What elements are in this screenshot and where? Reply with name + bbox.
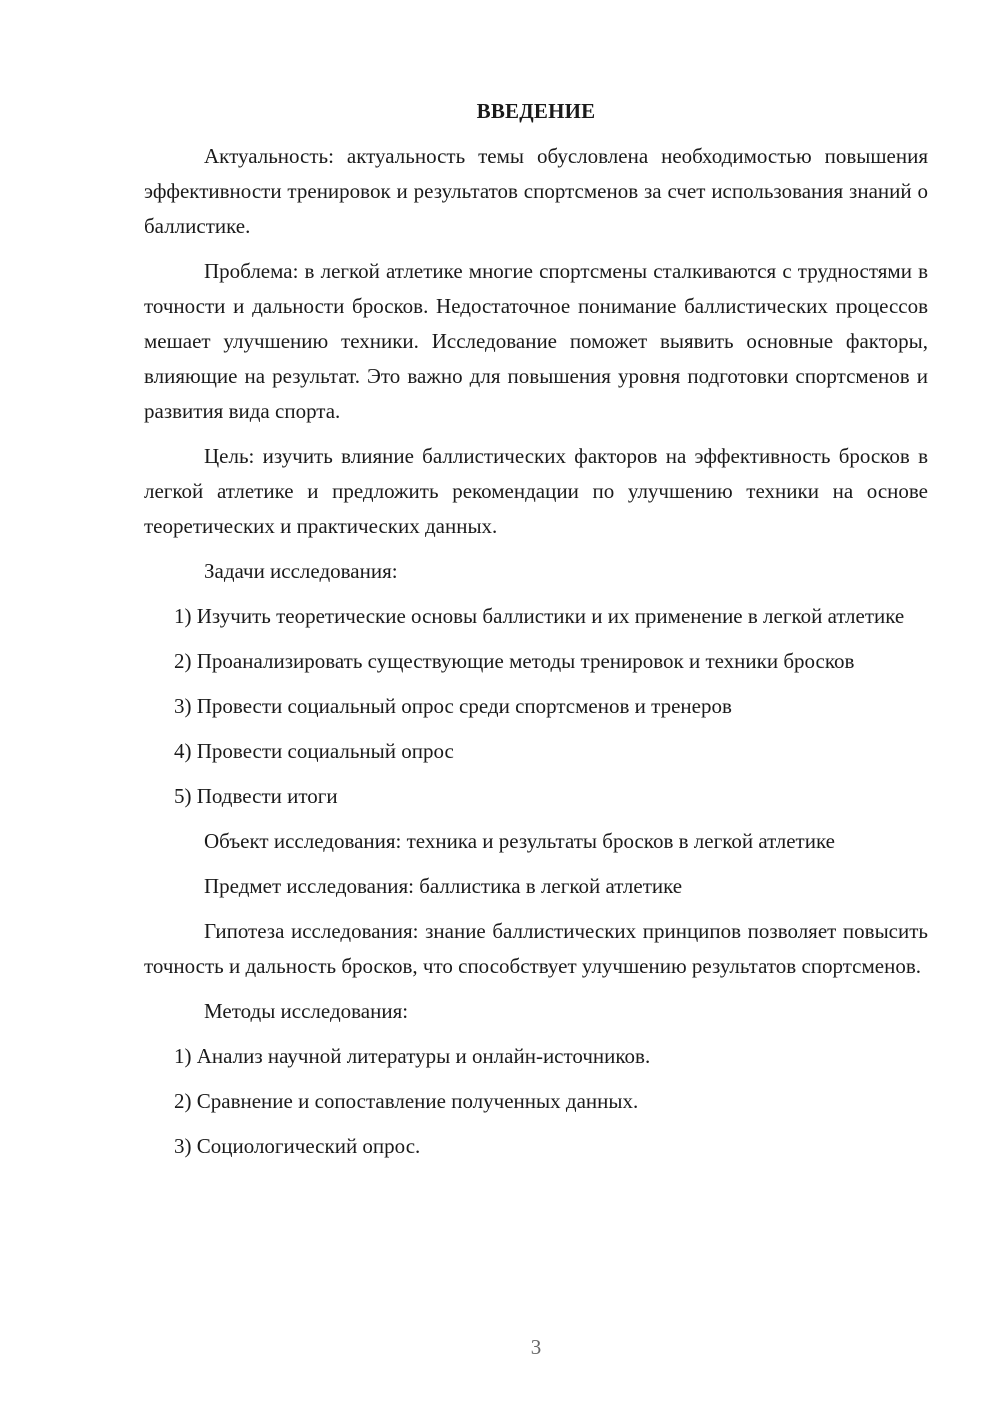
paragraph-subject: Предмет исследования: баллистика в легкой атлетике — [204, 874, 683, 898]
tasks-heading: Задачи исследования: — [204, 559, 398, 583]
task-item-4: 4) Провести социальный опрос — [174, 739, 454, 763]
document-page — [144, 94, 928, 1174]
paragraph-goal: Цель: изучить влияние баллистических факторов на эффективность бросков в легкой атлетике и предложить рекомендации по улучшению техники на основе теоретических и практических данных. — [144, 444, 928, 538]
method-item-3: 3) Социологический опрос. — [174, 1134, 421, 1158]
page-number: 3 — [530, 1335, 542, 1359]
task-item-3: 3) Провести социальный опрос среди спортсменов и тренеров — [174, 694, 732, 718]
paragraph-hypothesis: Гипотеза исследования: знание баллистических принципов позволяет повысить точность и дальность бросков, что способствует улучшению результатов спортсменов. — [144, 919, 928, 978]
paragraph-relevance: Актуальность: актуальность темы обусловлена необходимостью повышения эффективности тренировок и результатов спортсменов за счет использования знаний о баллистике. — [144, 144, 928, 238]
page-title: ВВЕДЕНИЕ — [476, 99, 596, 123]
method-item-1: 1) Анализ научной литературы и онлайн-источников. — [174, 1044, 651, 1068]
task-item-1: 1) Изучить теоретические основы баллистики и их применение в легкой атлетике — [174, 604, 905, 628]
paragraph-object: Объект исследования: техника и результаты бросков в легкой атлетике — [204, 829, 835, 853]
task-item-5: 5) Подвести итоги — [174, 784, 338, 808]
task-item-2: 2) Проанализировать существующие методы тренировок и техники бросков — [174, 649, 855, 673]
methods-heading: Методы исследования: — [204, 999, 409, 1023]
method-item-2: 2) Сравнение и сопоставление полученных данных. — [174, 1089, 639, 1113]
paragraph-problem: Проблема: в легкой атлетике многие спортсмены сталкиваются с трудностями в точности и дальности бросков. Недостаточное понимание баллистических процессов мешает улучшению техники. Исследование поможет выявить основные факторы, влияющие на результат. Это важно для повышения уровня подготовки спортсменов и развития вида спорта. — [144, 259, 928, 423]
